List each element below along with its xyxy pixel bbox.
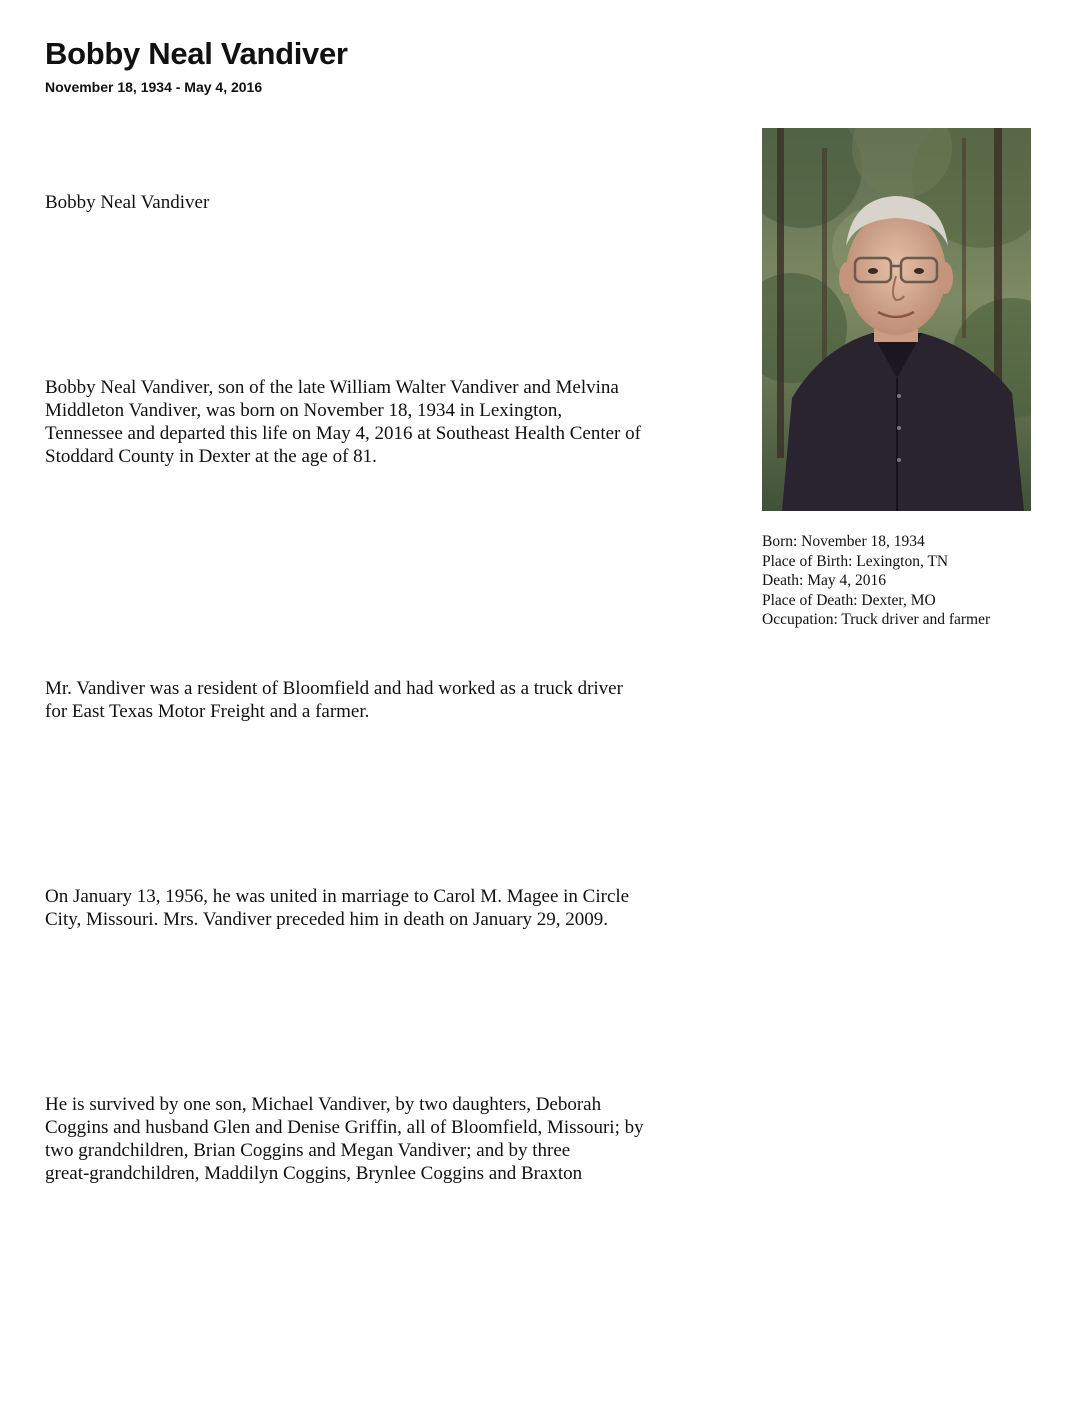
fact-place-of-death: Place of Death: Dexter, MO <box>762 591 936 609</box>
vital-facts <box>762 532 1082 630</box>
portrait-illustration <box>762 128 1031 511</box>
fact-occupation: Occupation: Truck driver and farmer <box>762 611 991 628</box>
name-line: Bobby Neal Vandiver <box>45 192 210 213</box>
paragraph-line: Stoddard County in Dexter at the age of 81. <box>45 446 377 467</box>
paragraph-line: Middleton Vandiver, was born on November 18, 1934 in Lexington, <box>45 400 563 421</box>
fact-born: Born: November 18, 1934 <box>762 533 925 550</box>
paragraph-line: Coggins and husband Glen and Denise Griffin, all of Bloomfield, Missouri; by <box>45 1117 644 1138</box>
fact-place-of-birth: Place of Birth: Lexington, TN <box>762 552 949 570</box>
fact-death: Death: May 4, 2016 <box>762 572 886 589</box>
paragraph-line: great-grandchildren, Maddilyn Coggins, Brynlee Coggins and Braxton <box>45 1163 583 1184</box>
paragraph-occupation <box>45 677 725 723</box>
life-dates: November 18, 1934 - May 4, 2016 <box>45 79 263 95</box>
paragraph-survivors <box>45 1093 725 1185</box>
paragraph-line: two grandchildren, Brian Coggins and Megan Vandiver; and by three <box>45 1140 571 1161</box>
paragraph-line: On January 13, 1956, he was united in marriage to Carol M. Magee in Circle <box>45 886 630 907</box>
paragraph-line: City, Missouri. Mrs. Vandiver preceded him in death on January 29, 2009. <box>45 909 609 930</box>
obituary-title: Bobby Neal Vandiver <box>45 36 348 71</box>
paragraph-line: Mr. Vandiver was a resident of Bloomfield and had worked as a truck driver <box>45 678 623 699</box>
portrait-photo <box>762 128 1031 511</box>
paragraph-marriage <box>45 885 725 931</box>
paragraph-line: for East Texas Motor Freight and a farmer. <box>45 701 370 722</box>
paragraph-line: He is survived by one son, Michael Vandiver, by two daughters, Deborah <box>45 1094 602 1115</box>
paragraph-line: Tennessee and departed this life on May 4, 2016 at Southeast Health Center of <box>45 423 641 444</box>
paragraph-line: Bobby Neal Vandiver, son of the late William Walter Vandiver and Melvina <box>45 377 619 398</box>
paragraph-birth <box>45 376 725 468</box>
